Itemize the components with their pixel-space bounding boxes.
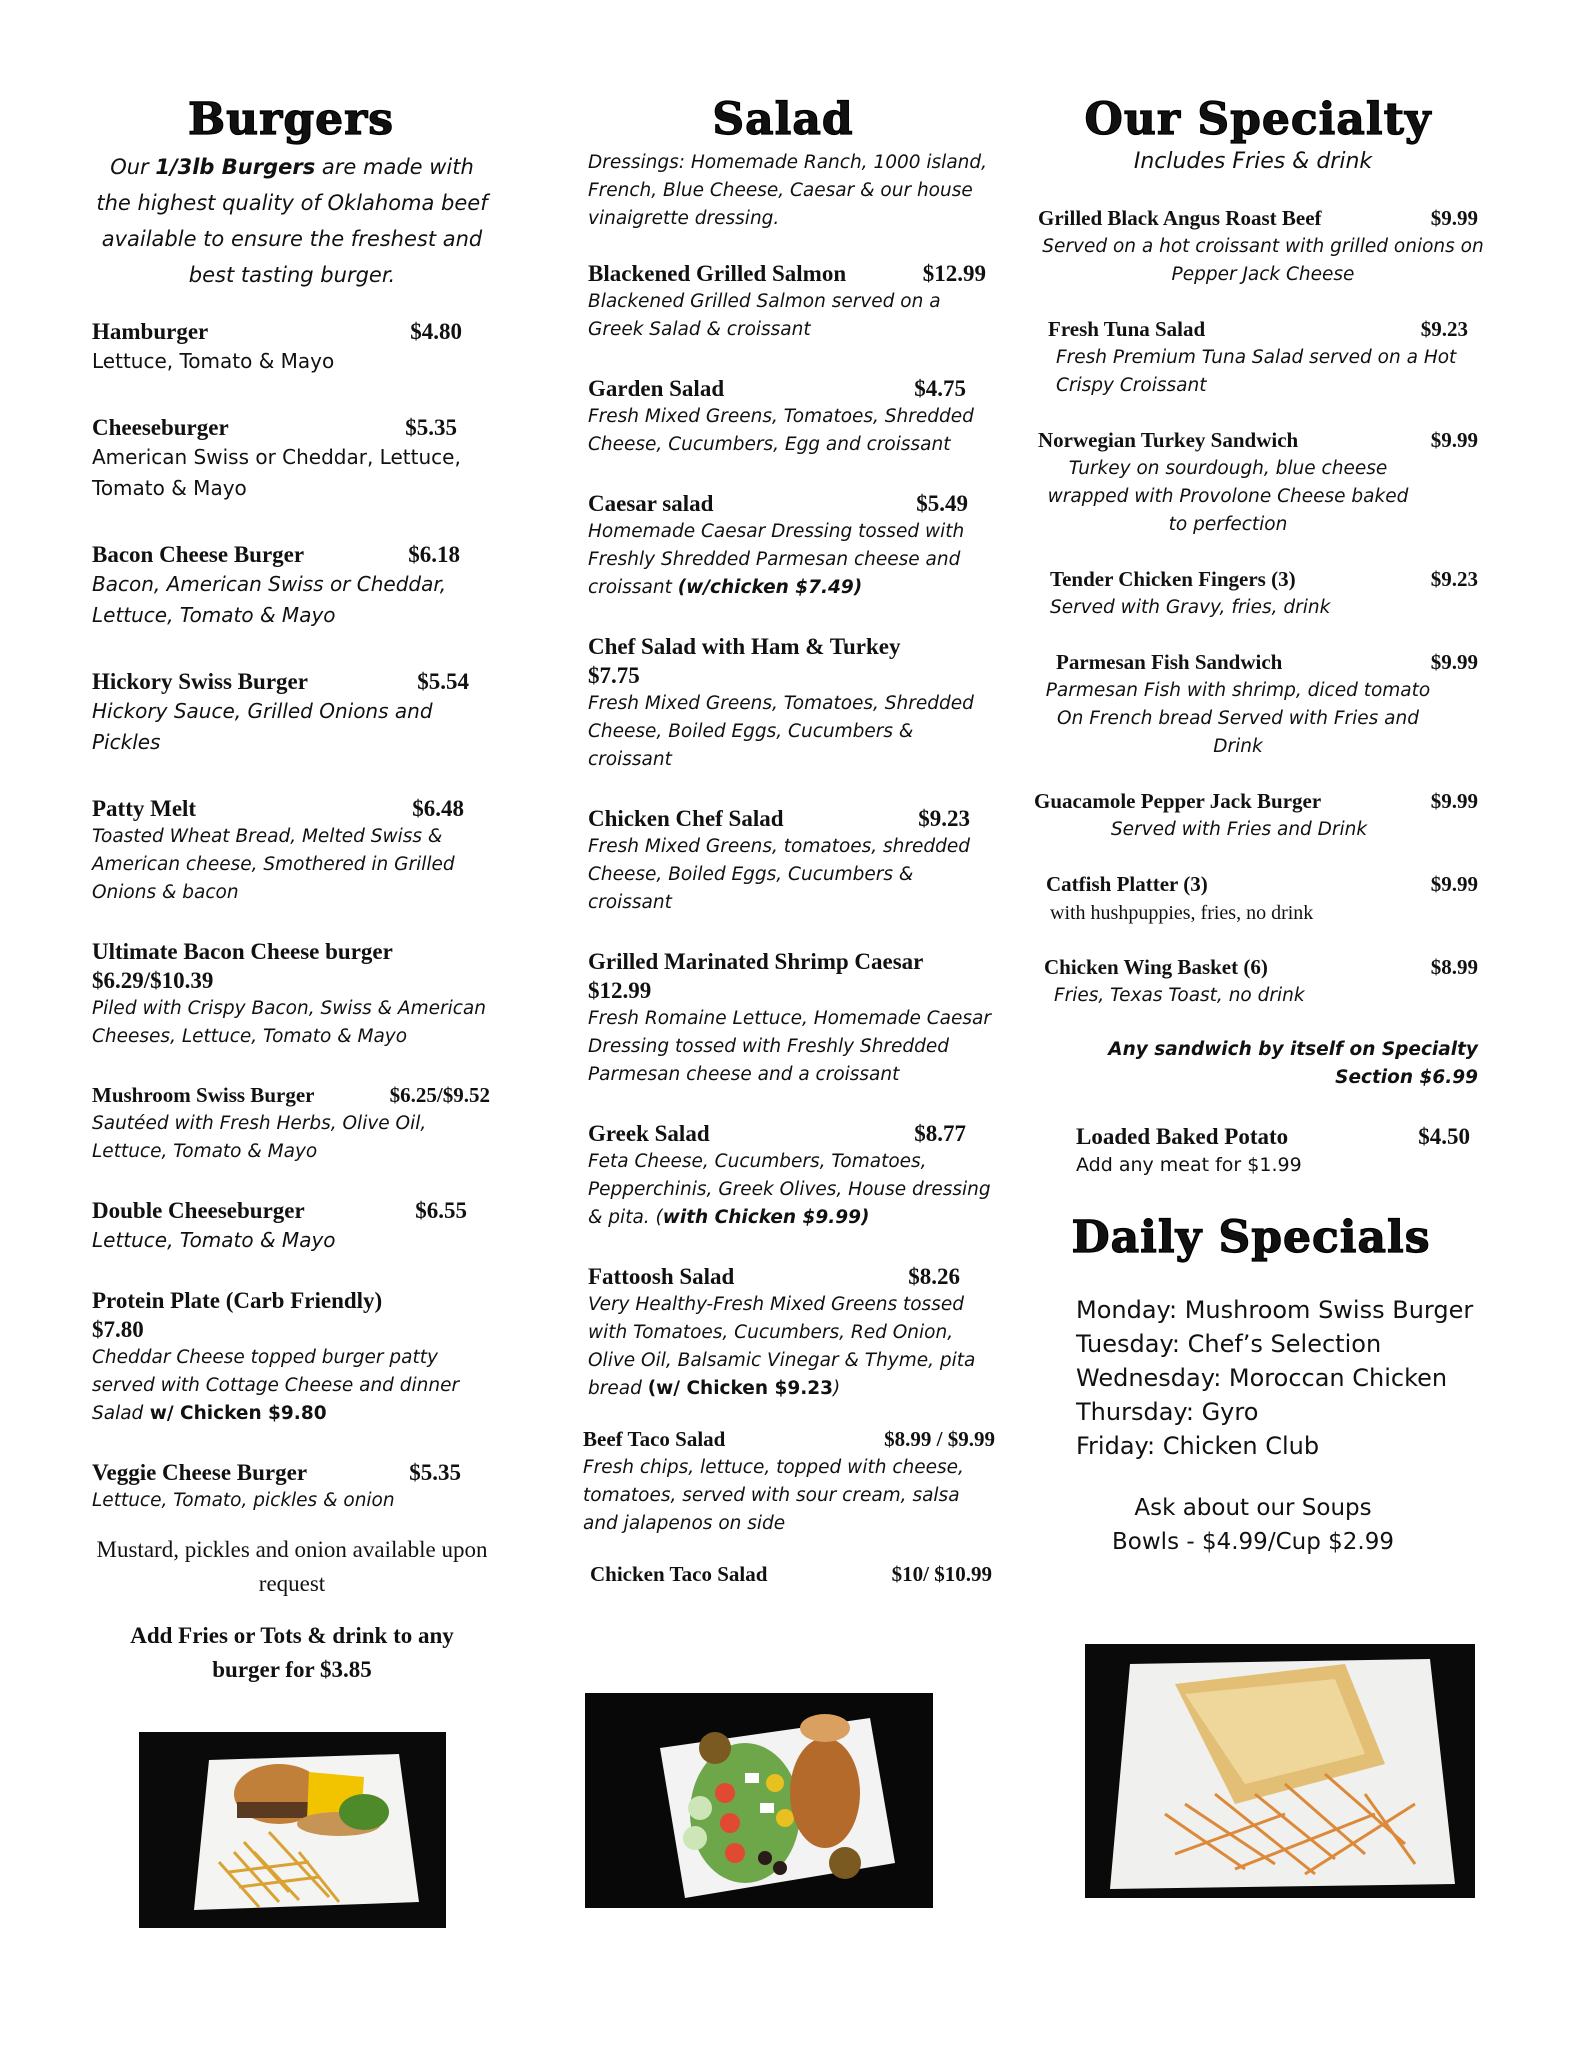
item-name: Greek Salad	[588, 1121, 710, 1146]
addon-note: Add Fries or Tots & drink to any burger for $3.85	[130, 1623, 454, 1682]
item-price: $6.48	[412, 796, 464, 821]
item-price: $9.99	[1430, 206, 1478, 230]
item-desc: Sautéed with Fresh Herbs, Olive Oil, Lettuce, Tomato & Mayo	[92, 1113, 427, 1162]
menu-item-parmesan-fish	[1038, 648, 1488, 761]
item-price: $5.54	[417, 669, 469, 694]
item-price: $6.25/$9.52	[389, 1083, 490, 1107]
item-name: Catfish Platter (3)	[1046, 872, 1208, 896]
item-desc: Fresh Mixed Greens, Tomatoes, Shredded Cheese, Boiled Eggs, Cucumbers & croissant	[588, 693, 974, 770]
item-desc: Bacon, American Swiss or Cheddar, Lettuce, Tomato & Mayo	[92, 572, 447, 627]
menu-item-fattoosh-salad	[588, 1262, 998, 1403]
menu-item-shrimp-caesar	[588, 947, 998, 1089]
specialty-column	[1034, 94, 1488, 1559]
item-name: Grilled Black Angus Roast Beef	[1038, 206, 1322, 230]
item-desc: Turkey on sourdough, blue cheese wrapped with Provolone Cheese baked to perfection	[1047, 458, 1409, 535]
item-price: $9.99	[1430, 872, 1478, 896]
menu-item-chicken-taco-salad	[588, 1560, 998, 1589]
item-price: $9.99	[1430, 789, 1478, 813]
item-name: Blackened Grilled Salmon	[588, 261, 847, 286]
specialty-subtitle: Includes Fries & drink	[1133, 149, 1373, 174]
item-price: $12.99	[922, 261, 986, 286]
item-price: $8.99 / $9.99	[884, 1427, 995, 1451]
item-desc: Served on a hot croissant with grilled onions on Pepper Jack Cheese	[1042, 236, 1484, 285]
item-price: $8.99	[1430, 955, 1478, 979]
item-desc-bold: (w/ Chicken $9.23	[647, 1378, 833, 1399]
item-desc: Toasted Wheat Bread, Melted Swiss & American cheese, Smothered in Grilled Onions & bacon	[92, 826, 455, 903]
item-desc	[588, 1291, 998, 1403]
burgers-intro-bold: 1/3lb Burgers	[155, 155, 316, 179]
item-desc-bold: with Chicken $9.99)	[662, 1207, 870, 1228]
item-price: $8.77	[914, 1121, 966, 1146]
menu-item-loaded-baked-potato	[1076, 1122, 1488, 1179]
menu-item-tuna-salad	[1048, 315, 1488, 400]
item-price: $9.23	[918, 806, 970, 831]
item-price: $7.80	[92, 1317, 144, 1342]
item-desc	[588, 1148, 998, 1232]
daily-special-thursday: Thursday: Gyro	[1076, 1398, 1259, 1426]
item-name: Cheeseburger	[92, 415, 229, 440]
item-price: $8.26	[908, 1264, 960, 1289]
item-desc: Add any meat for $1.99	[1076, 1154, 1302, 1176]
item-desc-end: )	[832, 1378, 841, 1399]
daily-special-wednesday: Wednesday: Moroccan Chicken	[1076, 1364, 1448, 1392]
item-name: Ultimate Bacon Cheese burger	[92, 939, 393, 964]
menu-item-garden-salad	[588, 374, 998, 459]
item-desc-text: Cheddar Cheese topped burger patty served with Cottage Cheese and dinner Salad	[92, 1347, 460, 1424]
daily-special-monday: Monday: Mushroom Swiss Burger	[1076, 1296, 1474, 1324]
daily-specials-title: Daily Specials	[1071, 1212, 1431, 1263]
daily-special-friday: Friday: Chicken Club	[1076, 1432, 1320, 1460]
item-price: $4.50	[1418, 1124, 1470, 1149]
item-name: Beef Taco Salad	[583, 1427, 726, 1451]
item-price: $9.99	[1430, 650, 1478, 674]
burgers-intro	[92, 149, 492, 293]
burgers-title: Burgers	[187, 94, 395, 145]
item-desc: Lettuce, Tomato & Mayo	[92, 349, 335, 373]
burgers-intro-suffix: are made with the highest quality of Oklahoma beef available to ensure the freshest and best tasting burger.	[96, 155, 488, 287]
item-name: Hickory Swiss Burger	[92, 669, 308, 694]
item-price: $5.35	[405, 415, 457, 440]
salad-title: Salad	[712, 94, 854, 145]
menu-item-hamburger	[92, 317, 492, 377]
item-name: Caesar salad	[588, 491, 714, 516]
item-price: $10/ $10.99	[891, 1562, 992, 1586]
item-desc: Fresh Premium Tuna Salad served on a Hot Crispy Croissant	[1056, 347, 1457, 396]
item-name: Chicken Wing Basket (6)	[1044, 955, 1268, 979]
menu-item-cheeseburger	[92, 413, 492, 504]
item-name: Patty Melt	[92, 796, 197, 821]
item-name: Protein Plate (Carb Friendly)	[92, 1288, 383, 1313]
item-desc-text: Feta Cheese, Cucumbers, Tomatoes, Pepperchinis, Greek Olives, House dressing & pita. (	[588, 1151, 991, 1228]
menu-item-chicken-wing-basket	[1044, 953, 1488, 1010]
item-name: Bacon Cheese Burger	[92, 542, 305, 567]
menu-item-beef-taco-salad	[583, 1425, 998, 1538]
soups-note	[1018, 1491, 1488, 1559]
menu-item-catfish-platter	[1046, 870, 1488, 927]
menu-item-caesar-salad	[588, 489, 998, 602]
item-name: Norwegian Turkey Sandwich	[1038, 428, 1299, 452]
item-name: Grilled Marinated Shrimp Caesar	[588, 949, 924, 974]
menu-item-patty-melt	[92, 794, 492, 907]
sandwich-alone-note: Any sandwich by itself on Specialty Section $6.99	[1108, 1039, 1478, 1088]
item-name: Tender Chicken Fingers (3)	[1050, 567, 1296, 591]
item-desc: with hushpuppies, fries, no drink	[1050, 902, 1314, 924]
item-desc	[92, 1344, 492, 1428]
item-name: Chef Salad with Ham & Turkey	[588, 634, 901, 659]
item-desc: Piled with Crispy Bacon, Swiss & American Cheeses, Lettuce, Tomato & Mayo	[92, 998, 486, 1047]
item-price: $4.80	[410, 319, 462, 344]
menu-item-roast-beef	[1038, 204, 1488, 289]
item-name: Hamburger	[92, 319, 209, 344]
item-desc-text: Very Healthy-Fresh Mixed Greens tossed with Tomatoes, Cucumbers, Red Onion, Olive Oil, Balsamic Vinegar & Thyme, pita bread	[588, 1294, 976, 1399]
item-name: Double Cheeseburger	[92, 1198, 305, 1223]
item-desc: Served with Fries and Drink	[1110, 819, 1368, 840]
dressings-note: Dressings: Homemade Ranch, 1000 island, French, Blue Cheese, Caesar & our house vinaigrette dressing.	[588, 152, 988, 229]
condiments-note: Mustard, pickles and onion available upon request	[96, 1537, 488, 1596]
item-price: $6.18	[408, 542, 460, 567]
item-desc-bold: w/ Chicken $9.80	[143, 1403, 327, 1424]
menu-item-chicken-fingers	[1050, 565, 1488, 622]
item-price: $6.55	[415, 1198, 467, 1223]
burger-photo	[139, 1732, 446, 1928]
burgers-column	[92, 95, 492, 1705]
item-desc: Hickory Sauce, Grilled Onions and Pickles	[92, 699, 433, 754]
item-name: Fresh Tuna Salad	[1048, 317, 1206, 341]
item-name: Chicken Taco Salad	[590, 1562, 768, 1586]
item-name: Loaded Baked Potato	[1076, 1124, 1289, 1149]
menu-item-chicken-chef-salad	[588, 804, 998, 917]
menu-item-double-cheeseburger	[92, 1196, 492, 1256]
menu-item-turkey-sandwich	[1038, 426, 1488, 539]
item-price: $7.75	[588, 663, 640, 688]
item-price: $5.49	[916, 491, 968, 516]
item-name: Guacamole Pepper Jack Burger	[1034, 789, 1322, 813]
item-price: $4.75	[914, 376, 966, 401]
menu-item-greek-salad	[588, 1119, 998, 1232]
menu-item-ultimate-bacon-cheese-burger	[92, 937, 492, 1051]
specialty-photo	[1085, 1644, 1475, 1898]
item-desc: Blackened Grilled Salmon served on a Greek Salad & croissant	[588, 291, 941, 340]
item-desc: Lettuce, Tomato & Mayo	[92, 1228, 336, 1252]
item-desc	[588, 518, 998, 602]
menu-item-protein-plate	[92, 1286, 492, 1428]
item-desc: Fresh chips, lettuce, topped with cheese, tomatoes, served with sour cream, salsa and jalapenos on side	[583, 1457, 964, 1534]
item-name: Chicken Chef Salad	[588, 806, 784, 831]
specialty-title: Our Specialty	[1084, 94, 1432, 145]
item-name: Parmesan Fish Sandwich	[1056, 650, 1283, 674]
menu-item-chef-salad	[588, 632, 998, 774]
item-desc: Served with Gravy, fries, drink	[1050, 597, 1331, 618]
menu-item-blackened-grilled-salmon	[588, 259, 998, 344]
daily-specials-list	[1076, 1293, 1488, 1463]
soups-line-2: Bowls - $4.99/Cup $2.99	[1112, 1529, 1394, 1555]
item-name: Mushroom Swiss Burger	[92, 1083, 315, 1107]
item-desc: Parmesan Fish with shrimp, diced tomato On French bread Served with Fries and Drink	[1045, 680, 1431, 757]
item-desc: Fresh Mixed Greens, Tomatoes, Shredded Cheese, Cucumbers, Egg and croissant	[588, 406, 974, 455]
item-price: $6.29/$10.39	[92, 968, 214, 993]
item-desc: American Swiss or Cheddar, Lettuce, Tomato & Mayo	[92, 445, 461, 500]
item-name: Veggie Cheese Burger	[92, 1460, 308, 1485]
item-desc: Fresh Mixed Greens, tomatoes, shredded Cheese, Boiled Eggs, Cucumbers & croissant	[588, 836, 971, 913]
item-desc-bold: (w/chicken $7.49)	[677, 577, 863, 598]
salad-column	[583, 94, 998, 1619]
daily-special-tuesday: Tuesday: Chef’s Selection	[1076, 1330, 1382, 1358]
item-price: $9.23	[1420, 317, 1468, 341]
menu-item-hickory-swiss-burger	[92, 667, 492, 758]
menu-item-bacon-cheese-burger	[92, 540, 492, 631]
item-price: $9.99	[1430, 428, 1478, 452]
menu-item-veggie-cheese-burger	[92, 1458, 492, 1515]
menu-item-mushroom-swiss-burger	[92, 1081, 492, 1166]
item-name: Garden Salad	[588, 376, 725, 401]
item-desc-text: Homemade Caesar Dressing tossed with Freshly Shredded Parmesan cheese and croissant	[588, 521, 965, 598]
salad-photo	[585, 1693, 933, 1908]
item-desc: Lettuce, Tomato, pickles & onion	[92, 1490, 395, 1511]
item-price: $9.23	[1430, 567, 1478, 591]
soups-line-1: Ask about our Soups	[1134, 1495, 1372, 1521]
item-desc: Fries, Texas Toast, no drink	[1054, 985, 1305, 1006]
item-name: Fattoosh Salad	[588, 1264, 735, 1289]
burgers-intro-prefix: Our	[110, 155, 156, 179]
item-desc: Fresh Romaine Lettuce, Homemade Caesar Dressing tossed with Freshly Shredded Parmesan cheese and a croissant	[588, 1008, 991, 1085]
item-price: $5.35	[409, 1460, 461, 1485]
menu-item-guacamole-burger	[1034, 787, 1488, 844]
item-price: $12.99	[588, 978, 652, 1003]
